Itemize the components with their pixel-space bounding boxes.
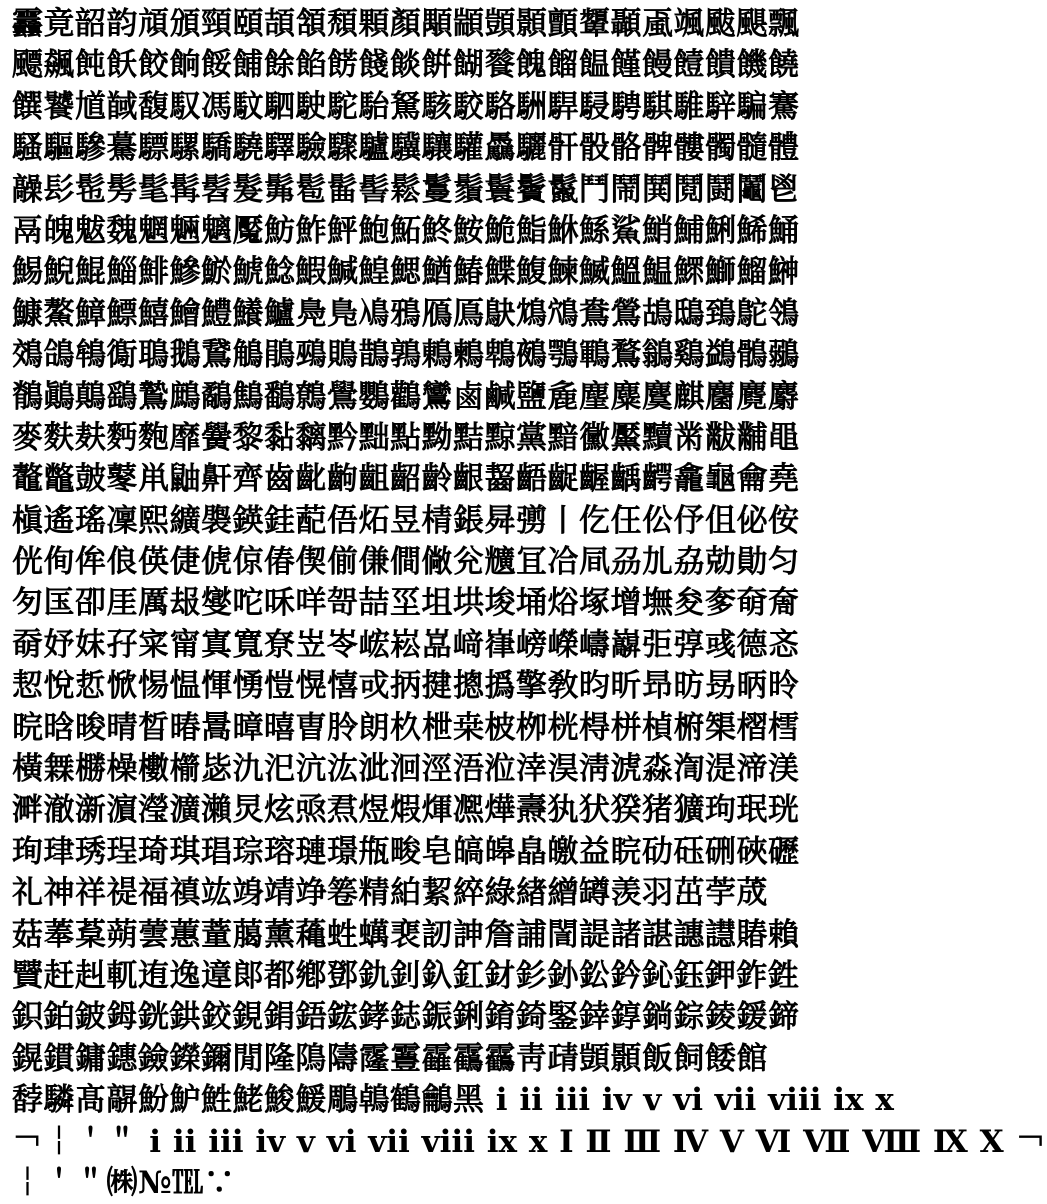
glyph-row: ￤＇＂㈱№℡∵ — [12, 1164, 236, 1201]
glyph-row: 恝悅悊惞惕愠惲愑愷愰憘戓抦揵摠撝擎敎昀昕昻昉昮昞昤 — [12, 668, 800, 705]
glyph-row: 騷驅驂驀驃騾驕驍驛驗驟驢驥驤驩驫驪骭骰骼髀髏髑髓體 — [12, 130, 800, 167]
glyph-row: 菇菶葈蒴蕓蕙蕫﨟薰蘒﨡蠇裵訒訷詹誧誾諟諸諶譓譿賰賴 — [12, 916, 800, 953]
glyph-row: 溿澈澵濵瀅瀇瀨炅炫焏焄煜煆煇凞燁燾犱犾猤猪獷玽珉珖 — [12, 792, 800, 829]
glyph-row: 鶺鷆鷏鷂鷙鷓鷸鷦鷭鷯鷽鸚鸛鸞鹵鹹鹽麁麈麋麌麒麕麑麝 — [12, 378, 800, 415]
glyph-row: 贒赶赳軏迶逸遧郞都鄕鄧釚釗釞釭釮釤釥鈆鈐鈊鈺鉀鈼鉎 — [12, 957, 800, 994]
glyph-row: 鉙鉑鈹鉧銧鉷鉸鋧鋗鋙鋐﨧鋕鋠鋓錥錡鋻﨨錞鋿錝錂鍰鍗 — [12, 999, 800, 1036]
glyph-row: 髞髟髢髣髦髯髫髮髴髱髷髻鬆鬘鬚鬟鬢鬣鬥鬧鬨鬩鬪鬮鬯 — [12, 171, 800, 208]
glyph-row: 鯣鯢鯤鯔鯡鰺鯲鯱鯰鰕鰔鰉鰓鰌鰆鰈鰒鰊鰄鰮鰛鰥鰤鰡鰰 — [12, 254, 800, 291]
glyph-row: 匇匤卲厓厲叝燮咜咊咩哿喆坙坥垬埈埇焀塚增墲夋奓奛奝 — [12, 585, 800, 622]
glyph-row: 鬲魄魃魏魍魎魑魘魴鮓鮃鮑鮖鮗鮟鮠鮨鮴鯀鯊鮹鯆鯏鯑鯒 — [12, 212, 800, 249]
glyph-row: 麥麩麸麪麭靡黌黎黏黐黔黜點黝黠黥黨黯黴黶黷黹黻黼黽 — [12, 419, 800, 456]
glyph-row: 侊侚侔俍偀倢俿倞偆偰偂傔僴僘兊兤冝冾凬刕劜劦勀勛匀 — [12, 544, 800, 581]
glyph-row: 䨺竟韶韵頏頒頸頤頡頷頹顆顏顒顓顗顥顫顰顳颪颯颰颶飄 — [12, 6, 800, 42]
glyph-rows — [12, 4, 1047, 1204]
glyph-row: 鱇鰲鱆鰾鱚鱠鱧鱶鱸鳧鳬鳰鴉鴈鳫鴃鴆鴪鴦鶯鴣鴟鵄鴕鴒 — [12, 295, 800, 332]
glyph-row: 鵁鴿鴾鵆鵈鵝鵞鵤鵑鵐鵙鵲鶉鶇鶫鵯鵺鶚鶤鶩鶲鷄鷁鶻鶸 — [12, 337, 800, 374]
glyph-row: 橫橆橳橾櫢櫤毖氿汜沆汯泚洄涇浯涖涬淏淸淲淼渹湜渧渼 — [12, 751, 800, 788]
glyph-row: 飃飆飩飫餃餉餒餔餘餡餝餞餤餠餬餮餽餾饂饉饅饐饋饑饒 — [12, 47, 800, 84]
glyph-row: 馞驎髙髜魵魲鮏鮱鮻鰀鵰鵫鶴鸙黑 ⅰ ⅱ ⅲ ⅳ ⅴ ⅵ ⅶ ⅷ ⅸ ⅹ — [12, 1082, 895, 1119]
glyph-row: 鎤鏆鏞鏸鐱鑅鑈閒隆隝隯霳霻靃靍靏靑靕顗顥飯飼餧館 — [12, 1040, 768, 1077]
glyph-row: ￢￤＇＂ ⅰ ⅱ ⅲ ⅳ ⅴ ⅵ ⅶ ⅷ ⅸ ⅹ Ⅰ Ⅱ Ⅲ Ⅳ Ⅴ Ⅵ Ⅶ Ⅷ Ⅸ Ⅹ ￢ — [12, 1123, 1047, 1160]
glyph-row: 晥晗晙晴晳暙暠暲暿曺朎朗杦枻桒柀栁桄棏栟楨椨榘槢樰 — [12, 709, 800, 746]
glyph-row: 鼇鼈皷鼕鼡鼬鼾齊齒齔齣齟齠齡齦齧齬齪齷齲齶龕龜龠堯 — [12, 461, 800, 498]
glyph-row: 饌饕馗馘馥馭馮馼駟駛駝駘駑駭駮駱駲駻駸騁騏騅騂騙騫 — [12, 88, 800, 125]
glyph-row: 奣妤妺孖寀甯寘寬尞岦岺峵崧嵓﨑嵂嵭嶸嶹巐弡弴彧德忞 — [12, 626, 800, 663]
glyph-row: 珣珒琇珵琦琪琩琮瑢璉璟甁畯皂皜皞皛皦益睆劯砡硎硤礰 — [12, 833, 800, 870]
glyph-row: 槇遙瑤凜熙纊褜鍈銈蓜俉炻昱棈鋹曻彅丨仡仼伀伃伹佖侒 — [12, 502, 800, 539]
glyph-row: 礼神祥禔福禛竑竧靖竫箞精絈絜綷綠緖繒罇羡羽茁荢荿 — [12, 875, 768, 912]
